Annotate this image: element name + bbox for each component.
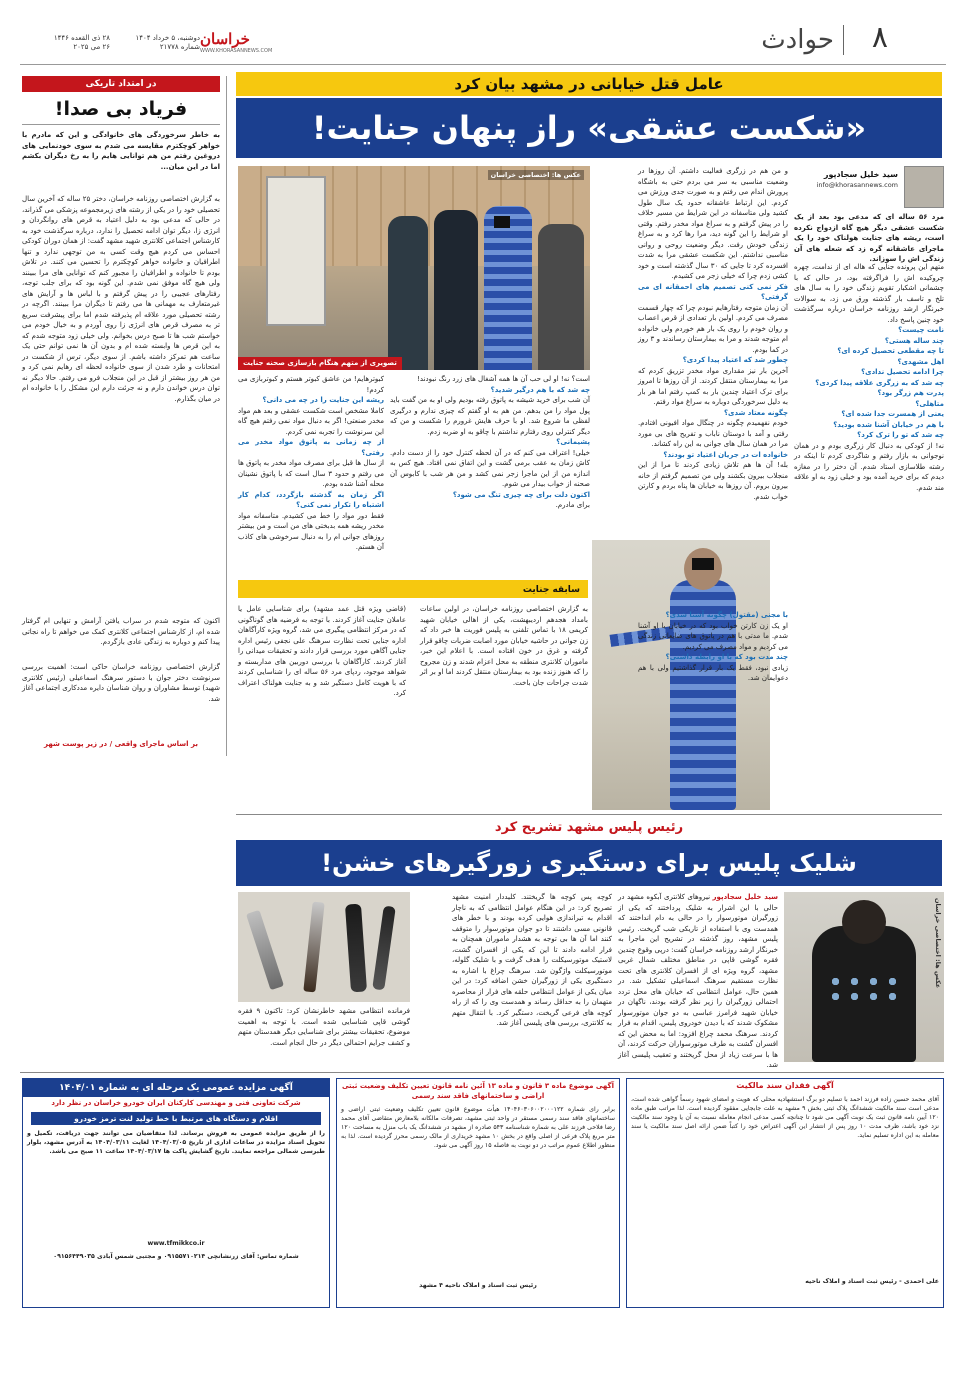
story1-col1-tail: نه! از کودکی به دنبال کار زرگری بودم و در همان نوجوانی به بازار رفتم و شاگردی کردم تا اینکه در رشته طلاسازی استاد شدم. آن دختر را در مغازه دیدم که برای خرید آمده بود و خیلی زود به او علاقه مند شدم. — [794, 441, 944, 492]
lost-deed-body: آقای محمد حسین زاده فرزند احمد با تسلیم دو برگ استشهادیه محلی که هویت و امضای شهود رسماً گواهی شده است، مدعی است سند مالکیت ششدانگ پلاک ثبتی بخش ۹ مشهد به علت جابجایی مفقود گردیده است. لذا مراتب طبق ماده ۱۲۰ آیین نامه قانون ثبت یک نوبت آگهی می شود تا چنانچه کسی مدعی انجام معامله نسبت به آن یا وجود سند مالکیت نزد خود باشد، ظرف مدت ۱۰ روز پس از انتشار این آگهی اعتراض خود را کتباً ضمن ارائه اصل سند مالکیت یا سند معامله به این اداره تسلیم نماید. — [631, 1096, 939, 1139]
sidebar-rule — [22, 124, 220, 125]
story2-headline: شلیک پلیس برای دستگیری زورگیرهای خشن! — [321, 849, 857, 877]
section-divider — [843, 25, 844, 55]
tender-item: اقلام و دستگاه های مرتبط با خط تولید لنت ترمز خودرو — [31, 1112, 321, 1125]
story2-col3: فرمانده انتظامی مشهد خاطرنشان کرد: تاکنون ۹ فقره گوشی قاپی شناسایی شده است. با توجه به اهمیت موضوع، تحقیقات بیشتر برای شناسایی دیگر همدستان متهم و کشف جرایم احتمالی دیگر در حال انجام است. — [238, 1007, 410, 1047]
background-col2: (قاضی ویژه قتل عمد مشهد) برای شناسایی عامل یا عاملان جنایت آغاز کردند. با توجه به فرضیه های گوناگونی که در مرکز انتظامی پیگیری می شد، گروه ویژه کارآگاهان اداره جنایی تحت نظارت سرهنگ علی نجفی رئیس اداره جنایی آگاهی مورد بررسی قرار دادند و تحقیقات میدانی را آغاز کردند. کارآگاهان با بررسی دوربین های مداربسته و شواهد موجود، ردپای مرد ۵۶ ساله ای را شناسایی کردند که با هویت کامل دستگیر شد و به جنایت هولناک اعتراف کرد. — [238, 605, 406, 697]
sidebar-body-3: گزارش اختصاصی روزنامه خراسان حاکی است: اهمیت بررسی سرنوشت دختر جوان با دستور سرهنگ اسماعیلی (رئیس کلانتری شهید) توسط مشاوران و روان شناسان دایره مددکاری اجتماعی آغاز شد. — [22, 663, 220, 703]
story1-col4 — [238, 374, 384, 572]
story1-headline-bar — [236, 98, 942, 158]
story2-author: سید خلیل سجادپور — [712, 893, 778, 901]
q-den: از چه زمانی به پاتوق مواد مخدر می رفتی؟ — [238, 438, 384, 457]
masthead-rule — [20, 64, 946, 65]
story2-col1 — [618, 892, 778, 1069]
sidebar-body-2: اکنون که متوجه شدم در سراب یافتن آرامش و تنهایی ام گرفتار شده ام، از کارشناس اجتماعی کلانتری کمک می خواهم تا راه نجاتی پیدا کنم و دوباره به زندگی عادی بازگردم. — [22, 617, 220, 646]
q-age: چند ساله هستی؟ — [884, 336, 944, 345]
sidebar-headline: فریاد بی صدا! — [54, 98, 188, 120]
q-left: چه شد که تو را ترک کرد؟ — [857, 431, 944, 439]
knife-1 — [246, 910, 284, 990]
photo-door — [266, 176, 326, 326]
story1-col3-b: خیلی! اعتراف می کنم که در آن لحظه کنترل خود را از دست دادم. کاش زمان به عقب برمی گشت و این اتفاق نمی افتاد. هیچ کس به اندازه من از این ماجرا زجر نمی کشد و من هر شب با کابوس آن صحنه از خواب بیدار می شوم. — [390, 448, 590, 488]
q-why-quit: چرا ادامه تحصیل ندادی؟ — [861, 368, 944, 376]
q-family-aware: خانواده ات در جریان اعتیاد تو بودند؟ — [663, 450, 788, 459]
story1-col3-a: آن شب برای خرید شیشه به پاتوق رفته بودیم ولی او به من گفت باید پول مواد را من بدهم. من هم به او گفتم که چیزی ندارم و درگیری لفظی ما شروع شد. او با حرف هایش غرورم را شکست و من که دیگر کنترلی روی رفتارم نداشتم با چاقو به او ضربه زدم. — [390, 396, 590, 436]
story2-col2 — [452, 892, 612, 1062]
hoodie-print — [826, 974, 902, 1004]
q-met-street: با هم در خیابان آشنا شده بودید؟ — [833, 420, 944, 429]
suspect2-head — [842, 900, 886, 944]
tender-sub: شرکت تعاونی فنی و مهندسی کارکنان ایران خودرو خراسان در نظر دارد — [51, 1099, 301, 1107]
story1-col2-d: خودم نفهمیدم چگونه در چنگال مواد افیونی افتادم. رفتی و آمد با دوستان ناباب و تفریح های بی مورد مرا در همان سال های جوانی به این راه کشاند. — [638, 419, 788, 448]
knife-3 — [345, 904, 367, 993]
photo-officer-1 — [388, 216, 428, 370]
story2-col1-b: در همین حال، عوامل انتظامی که خیابان های محل تردد احتمالی زورگیران را زیر نظر گرفته بودند، ناگهان در خیابان شهید فرامرز عباسی به دو جوان موتورسوار مشکوک شدند که با دیدن خودروی پلیس، اقدام به فرار کردند. — [618, 977, 778, 1038]
lost-deed-title: آگهی فقدان سند مالکیت — [627, 1079, 943, 1093]
story2-col2-b: سرهنگ چراغ با اشاره به دستگیری یکی از زورگیران خشن اضافه کرد: در این میان یکی از عوامل انتظامی حلقه های فرار از محاصره متهمان را به حداقل رساند و همدست وی را که از راه کوچه های فرعی گریخت، دستگیر کرد. با انتقال متهم به کلانتری، بررسی های پلیسی آغاز شد. — [452, 966, 612, 1027]
photo-credit: عکس ها: اختصاصی خراسان — [488, 170, 584, 180]
masthead — [0, 0, 966, 62]
story1-col2-g: زیادی نبود، فقط یک بار قرار گذاشتیم ولی با هم دعوایمان شد. — [638, 663, 788, 682]
face-blur — [692, 558, 714, 570]
story2-kicker: رئیس پلیس مشهد تشریح کرد — [494, 820, 684, 835]
date-block — [130, 34, 200, 52]
column-divider — [226, 76, 227, 756]
sidebar-footer: بر اساس ماجرای واقعی / در زیر پوست شهر — [44, 740, 198, 748]
section-title: حوادث — [761, 25, 834, 55]
registry-title: آگهی موضوع ماده ۳ قانون و ماده ۱۳ آئین نامه قانون تعیین تکلیف وضعیت ثبتی اراضی و ساختمانهای فاقد سند رسمی — [337, 1079, 619, 1103]
author-name: سید خلیل سجادپور — [823, 170, 898, 179]
date-gregorian: ۲۶ می ۲۰۲۵ — [73, 43, 110, 51]
sidebar-column — [22, 76, 220, 752]
story1-col4-a: کاملا مشخص است شکست عشقی و بعد هم مواد مخدر صنعتی! اگر به دنبال مواد نمی رفتم هیچ گاه این سرنوشت را تجربه نمی کردم. — [238, 406, 384, 436]
suspect2-credit: عکس ها: اختصاصی خراسان — [934, 898, 942, 989]
page-number: ۸ — [871, 20, 888, 55]
photo-caption: تصویری از متهم هنگام بازسازی صحنه جنایت — [238, 357, 402, 370]
story1-col4-c: فقط دور مواد را خط می کشیدم. متاسفانه مواد مخدر ریشه همه بدبختی های من است و من بیشتر روزهای جوانی ام را به دنبال سرخوشی های کاذب آن هستم. — [237, 511, 384, 551]
registry-sign: رئیس ثبت اسناد و املاک ناحیه ۴ مشهد — [419, 1282, 537, 1289]
q-regret: پشیمانی؟ — [556, 438, 590, 446]
date-persian: دوشنبه، ۵ خرداد ۱۴۰۴ — [135, 34, 200, 42]
story1-col1 — [794, 262, 944, 810]
q-root: ریشه این جنایت را در چه می دانی؟ — [262, 396, 384, 404]
date-block-2 — [40, 34, 110, 52]
lost-deed-ad — [626, 1078, 944, 1308]
q-met-victim: با مجنی (مقتول) چگونه آشنا شدی؟ — [665, 611, 788, 619]
story1-col1-text: متهم این پرونده جنایی که هاله ای از ندامت، چهره چروکیده اش را فراگرفته بود، در حالی که با چشمانی اشکبار تقویم زندگی خود را به سال های تلخ و تاسف بار گذشته ورق می زد، به سوالات خبرنگار ارشد روزنامه خراسان درباره سرگذشت خود چنین پاسخ داد. — [794, 263, 944, 324]
q-relationship: چند مدت بود که با او رابطه داشتی؟ — [665, 653, 788, 661]
story1-headline: «شکست عشقی» راز پنهان جنایت! — [311, 109, 867, 147]
issue-number: شماره ۲۱۷۷۸ — [159, 43, 200, 51]
weapons-photo — [238, 892, 410, 1002]
tender-title: آگهی مزایده عمومی یک مرحله ای به شماره ۱۴۰۴/۰۱ — [23, 1079, 329, 1097]
story1-col2-e: بله! آن ها هم تلاش زیادی کردند تا مرا از این منجلاب بیرون بکشند ولی من تصمیم گرفتم از خانه بیرون بروم. آن روزها به خیابان ها پناه بردم و کارتن خواب شدم. — [638, 461, 788, 501]
story1-col3 — [390, 374, 590, 572]
registry-body: برابر رای شماره ۱۴۰۴۶۰۳۰۶۰۰۲۰۰۰۱۲۲ هیأت موضوع قانون تعیین تکلیف وضعیت ثبتی اراضی و ساختمانهای فاقد سند رسمی مستقر در واحد ثبتی مشهد، تصرفات مالکانه بلامعارض متقاضی آقای محمد رضا فلاحی فرزند علی به شماره شناسنامه ۵۴۳ صادره از مشهد در ششدانگ یک باب منزل به مساحت ۱۲۰ متر مربع پلاک فرعی از اصلی واقع در بخش ۱۰ مشهد خریداری از مالک رسمی محرز گردیده است. لذا به منظور اطلاع عموم مراتب در دو نوبت به فاصله ۱۵ روز آگهی می شود. — [341, 1106, 615, 1149]
logo-url: WWW.KHORASANNEWS.COM — [200, 48, 273, 54]
sidebar-intro: به خاطر سرخوردگی های خانوادگی و این که مادرم با خواهر کوچکترم مقایسه می شدم به سوی خودنمایی های دروغین رفتم من هم توانایی هایم را به رخ دیگران بکشم اما در این میان... — [22, 131, 220, 171]
story2-rule — [236, 814, 942, 815]
background-box — [238, 580, 588, 810]
knife-4 — [372, 906, 396, 991]
knife-2 — [303, 902, 324, 993]
story1-col4-text: کبوترهایم! من عاشق کبوتر هستم و کبوتربازی می کردم! — [238, 375, 384, 394]
photo-suspect — [484, 206, 532, 370]
ads-rule — [20, 1072, 944, 1073]
sidebar-kicker: در امتداد تاریکی — [22, 76, 220, 92]
story1-col2-f: او یک زن کارتن خواب بود که در خیابان با او آشنا شدم. ما مدتی با هم در پاتوق های ضایعاتی زندگی می کردیم و مواد مصرف می کردیم. — [638, 621, 788, 651]
photo-man — [538, 224, 584, 370]
logo: خراسان — [200, 30, 250, 48]
background-col1: به گزارش اختصاصی روزنامه خراسان، در اولین ساعات بامداد هجدهم اردیبهشت، یکی از اهالی خیابان شهید کریمی ۱۸ با تماس تلفنی به پلیس فوریت ها خبر داد که زن جوانی در حاشیه خیابان مورد اصابت ضربات چاقو قرار گرفته و غرق در خون افتاده است. با اعلام این خبر، ماموران کلانتری منطقه به محل اعزام شدند و زن مجروح را که هنوز زنده بود به بیمارستان منتقل کردند اما او بر اثر شدت جراحات جان باخت. — [420, 605, 588, 687]
story1-col3-c: برای مادرم. — [555, 501, 590, 509]
q-divorced: یعنی از همسرت جدا شده ای؟ — [841, 410, 944, 418]
background-title: سابقه جنایت — [238, 582, 588, 598]
story1-col2-text: و من هم در زرگری فعالیت داشتم. آن روزها در وضعیت مناسبی به سر می بردم حتی به باشگاه پرورش اندام می رفتم و به صورت جدی ورزش می کردم. این ارتباط عاشقانه حدود یک سال طول کشید ولی متاسفانه در این شرایط من مسیر خلاف را در پیش گرفتم و به سراغ مواد مخدر رفتم. وقتی او شرایط را این گونه دید، مرا رها کرد و به سراغ زندگی خودش رفت. دیگر وضعیت روحی و روانی مناسبی نداشتم. این شکست عشقی مرا به شدت افسرده کرد تا جایی که ۳۰ سال گذشته است و خود کشی زدم چرا که خیلی زجر می کشیدم. — [638, 167, 789, 280]
q-past: اگر زمان به گذشته بازگردد، کدام کار اشتباه را تکرار نمی کنی؟ — [238, 490, 384, 509]
story2-col1-text: نیروهای کلانتری آبکوه مشهد در حالی با این اشرار به شلیک پرداختند که یکی از زورگیران موتورسوار را در حالی به دام انداختند که همدست وی با استفاده از تاریکی شب گریخت. رئیس پلیس مشهد، روز گذشته در تشریح این ماجرا به خبرنگار ارشد روزنامه خراسان گفت: درپی وقوع چندین فقره گوشی قاپی در مناطق مختلف شمال غربی مشهد، گروه ویژه ای از افسران کلانتری های تحت نظارت مستقیم سرهنگ اسماعیلی تشکیل شد. — [618, 893, 778, 985]
story1-col2-b: آن زمان متوجه رفتارهایم نبودم چرا که چهار قسمت مصرف می کردم. اولین بار تعدادی از قرص اعصاب و روان خودم را روی یک بار هم خوردم ولی خانواده ام متوجه شدند و مرا به بیمارستان رساندند و ۳ روز در کما بودم. — [638, 303, 788, 354]
photo-face-blur — [494, 216, 510, 228]
story2-headline-bar — [236, 840, 942, 886]
photo-officer-2 — [434, 210, 478, 370]
tender-web[interactable]: www.tfmikkco.ir — [147, 1240, 205, 1247]
q-name: نامت چیست؟ — [898, 326, 944, 334]
story2-col1-c: سرهنگ محمد چراغ افزود: اما به محض این که افسران گشت به طرف موتورسواران حرکت کردند، آن ها با سرعت زیاد از محل گریختند و تعقیب پلیسی آغاز شد. — [618, 1029, 778, 1069]
q-how-addicted: چگونه معتاد شدی؟ — [723, 408, 788, 417]
tender-ad — [22, 1078, 330, 1308]
story1-kicker-bar — [236, 72, 942, 96]
story1-col2-c: آخرین بار نیز مقداری مواد مخدر تزریق کردم که مرا به بیمارستان منتقل کردند. از آن روزها تا امروز برای ترک اعتیاد چندین بار به کمپ رفتم اما هر بار به دلیل سرخوردگی دوباره به سراغ مواد رفتم. — [638, 366, 788, 406]
q-hometown: اهل مشهدی؟ — [897, 357, 944, 366]
lost-deed-sign: علی احمدی - رئیس ثبت اسناد و املاک ناحیه — [805, 1278, 939, 1285]
reconstruction-photo — [238, 166, 590, 370]
author-photo — [904, 166, 944, 208]
story1-col3-text: است؟ نه! او لی حب آن ها همه آشغال های زرد رنگ نبودند! — [417, 375, 590, 383]
q-goldsmith: چه شد که به زرگری علاقه پیدا کردی؟ — [815, 378, 944, 387]
story1-col2-lower — [638, 610, 788, 810]
q-miss: اکنون دلت برای چه چیزی تنگ می شود؟ — [452, 490, 590, 499]
q-fight: چه شد که با هم درگیر شدید؟ — [490, 385, 590, 394]
suspect2-photo — [784, 892, 944, 1062]
sidebar-body: به گزارش اختصاصی روزنامه خراسان، دختر ۲۵ ساله که آخرین سال تحصیلی خود را در یکی از رشته های زیرمجموعه پزشکی می گذراند، در حالی که مدعی بود به دلیل اعتیاد به قرص های روانگردان و انرژی زا، دیگر توان ادامه تحصیل را ندارد، درباره سرگذشت خود به کارشناس اجتماعی کلانتری شهید مشهد گفت: از همان دوران کودکی احساس می کردم هیچ وقت کسی به من توجهی ندارد و تنها اطرافیان و خانواده خواهر کوچکترم را تحسین می کنند. در تلاش بودم تا خانواده و اطرافیان را مجبور کنم که توانایی های مرا ببینند ولی هیچ گاه موفق نمی شدم. این گونه بود که برای جلب توجه، رفتارهای عجیبی را در پیش گرفتم و با لباس ها و آرایش های غیرمتعارف به مهمانی ها می رفتم تا دیگران مرا ببینند. اگرچه در رشته تحصیلی مورد علاقه ام پذیرفته شدم اما برای پیشرفت سریع تر به مصرف قرص های انرژی زا روی آوردم و به خیال خودم می خواستم شب ها تا صبح درس بخوانم. ولی خیلی زود متوجه شدم که به این قرص ها وابسته شده ام و بدون آن ها نمی توانم حتی یک ساعت هم تمرکز داشته باشم. از سوی دیگر، ترس از شکست در امتحانات و طرد شدن از سوی خانواده لحظه ای رهایم نمی کرد و من هر روز بیشتر از قبل در این منجلاب فرو می رفتم. حالا دیگر نه توان درس خواندن دارم و نه جرئت دارم این مشکل را با خانواده ام در میان بگذارم. — [22, 195, 220, 403]
tender-body: را از طریق مزایده عمومی به فروش برساند. لذا متقاضیان می توانند جهت دریافت، تکمیل و تحویل اسناد مزایده در ساعات اداری از تاریخ ۱۴۰۴/۰۳/۰۵ لغایت ۱۴۰۴/۰۳/۱۱ به آدرس مشهد، بلوار طبرسی شمالی مراجعه نمایند. تاریخ گشایش پاکت ها ۱۴۰۴/۰۳/۱۷ ساعت ۱۱ صبح می باشد. — [27, 1130, 326, 1155]
story1-col4-b: از سال ها قبل برای مصرف مواد مخدر به پاتوق ها می رفتم و حدود ۳ سال است که با پاتوق نشینان محله آشنا شده بودم. — [238, 459, 384, 488]
date-hijri: ۲۸ ذی القعده ۱۴۴۶ — [53, 34, 110, 42]
story2-col2-text: کوچه پس کوچه ها گریختند. کلیددار امنیت مشهد تصریح کرد: در این هنگام عوامل انتظامی که به ناچار اقدام به تیراندازی هوایی کرده بودند و با خطر های قانونی مسی داشتند تا دو جوان موتورسوار را متوقف کنند اما آن ها بی توجه به هشدار ماموران همچنان به فرار ادامه دادند تا این که یکی از افسران گشت، لاستیک موتورسیکلت را هدف گرفت و با شلیک گلوله، موتورسیکلت واژگون شد. — [452, 893, 613, 975]
tender-phone: شماره تماس: آقای زرنشانچی ۰۹۱۵۵۷۱۰۲۱۴ و مجتبی شمس آبادی ۰۹۱۵۶۴۴۹۰۳۵ — [53, 1253, 299, 1260]
q-married: متاهلی؟ — [915, 399, 944, 408]
registry-ad — [336, 1078, 620, 1308]
q-education: تا چه مقطعی تحصیل کرده ای؟ — [837, 347, 944, 355]
q-addiction: چطور شد که اعتیاد پیدا کردی؟ — [682, 356, 788, 364]
story1-kicker: عامل قتل خیابانی در مشهد بیان کرد — [454, 75, 724, 93]
story1-intro: مرد ۵۶ ساله ای که مدعی بود بعد از یک شکست عشقی دیگر هیچ گاه ازدواج نکرده است، ریشه های جنایت هولناک خود را یک ماجرای عاشقانه گره زد که شعله های آن زندگی اش را سوزاند. — [794, 213, 944, 263]
q-father: پدرت هم زرگر بود؟ — [877, 389, 944, 397]
q-decisions: فکر نمی کنی تصمیم های احمقانه ای می گرفتی؟ — [638, 282, 788, 301]
author-email: info@khorasannews.com — [816, 181, 898, 189]
